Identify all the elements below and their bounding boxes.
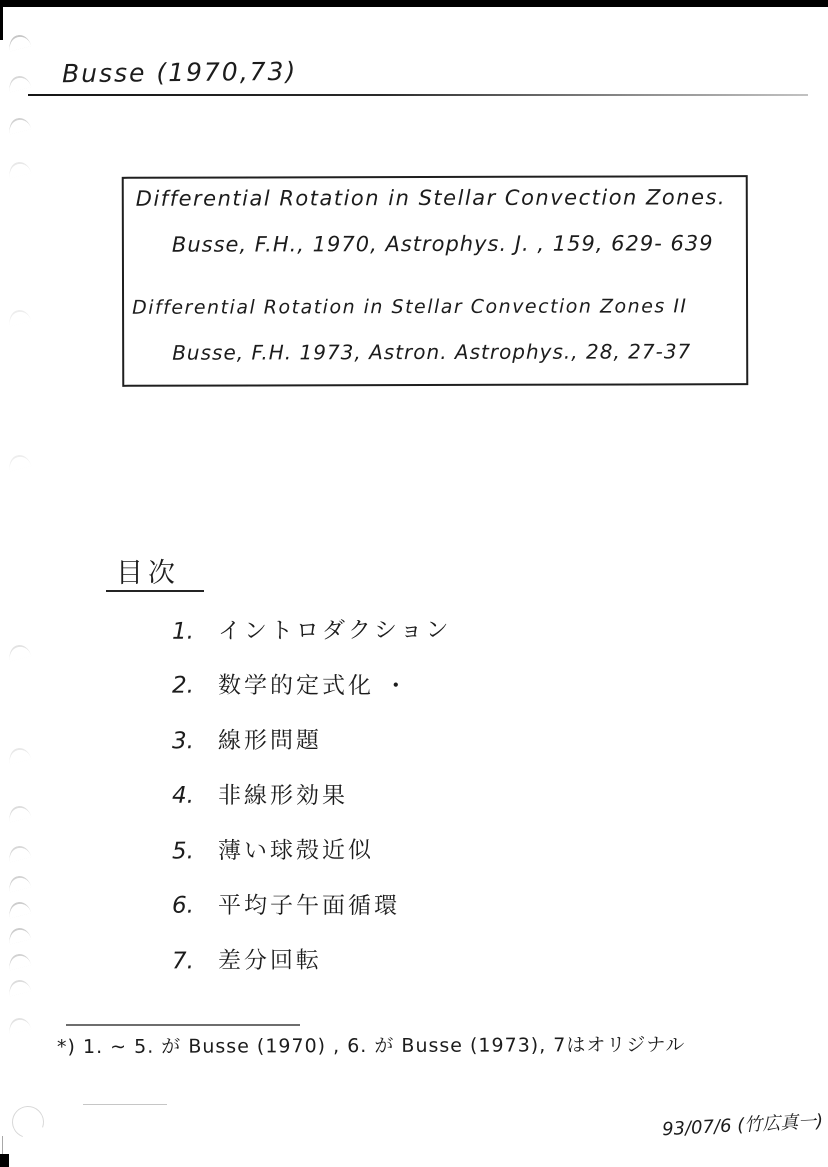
- binder-mark: [7, 952, 32, 971]
- toc-item-label: 非線形効果: [217, 782, 349, 810]
- toc-item-1: [172, 611, 452, 645]
- toc-item-number: 6.: [171, 892, 194, 919]
- toc-item-7: [172, 942, 322, 976]
- binder-mark: [7, 804, 32, 823]
- toc-item-label: 平均子午面循環: [217, 892, 401, 920]
- toc-item-label: 差分回転: [217, 947, 323, 975]
- toc-item-4: [172, 777, 348, 810]
- binder-ring-mark: [7, 1101, 50, 1144]
- binder-mark: [7, 1016, 32, 1035]
- scan-edge-tick-topleft: [0, 0, 3, 40]
- toc-item-number: 1.: [171, 618, 195, 645]
- page-title: Busse (1970,73): [61, 56, 298, 89]
- toc-item-label: 薄い球殻近似: [217, 837, 375, 865]
- scan-edge-block-bottomleft: [0, 1154, 9, 1167]
- reference-2-title: Differential Rotation in Stellar Convection Zones II: [132, 295, 688, 319]
- toc-heading: 目次: [116, 558, 180, 589]
- footnote-separator: [66, 1024, 300, 1026]
- toc-item-number: 7.: [171, 948, 195, 975]
- binder-mark: [7, 116, 32, 135]
- reference-box: [122, 175, 749, 387]
- scan-smudge-line: [83, 1104, 167, 1105]
- reference-1-title: Differential Rotation in Stellar Convection Zones.: [135, 185, 727, 211]
- binder-mark: [7, 160, 32, 179]
- reference-1-citation: Busse, F.H., 1970, Astrophys. J. , 159, 629- 639: [171, 231, 714, 257]
- toc-item-label: イントロダクション: [217, 617, 452, 645]
- toc-item-number: 2.: [171, 672, 194, 699]
- toc-item-3: [172, 722, 322, 756]
- binder-mark: [7, 746, 32, 765]
- toc-item-number: 4.: [171, 782, 194, 809]
- binder-mark: [7, 74, 32, 93]
- toc-item-label: 線形問題: [217, 727, 323, 755]
- binder-mark: [7, 33, 32, 52]
- toc-item-number: 3.: [171, 728, 195, 755]
- toc-item-6: [172, 887, 400, 921]
- toc-item-5: [172, 832, 374, 866]
- binder-mark: [7, 978, 32, 997]
- binder-mark: [7, 926, 32, 945]
- binder-mark: [7, 874, 32, 893]
- toc-item-2: [172, 667, 410, 701]
- date-author-annotation: 93/07/6 (竹広真一): [661, 1110, 824, 1141]
- scan-edge-bar-top: [0, 0, 828, 7]
- binder-mark: [7, 453, 32, 472]
- toc-item-label: 数学的定式化 ・: [217, 672, 411, 700]
- binder-mark: [7, 900, 32, 919]
- footnote: *) 1. ~ 5. が Busse (1970) , 6. が Busse (1973), 7はオリジナル: [56, 1033, 686, 1059]
- toc-heading-underline: [106, 590, 204, 592]
- title-underline: [28, 94, 808, 96]
- binder-mark: [7, 643, 32, 662]
- binder-mark: [7, 844, 32, 863]
- reference-2-citation: Busse, F.H. 1973, Astron. Astrophys., 28, 27-37: [172, 339, 692, 365]
- binder-mark: [7, 308, 32, 327]
- toc-item-number: 5.: [171, 838, 195, 865]
